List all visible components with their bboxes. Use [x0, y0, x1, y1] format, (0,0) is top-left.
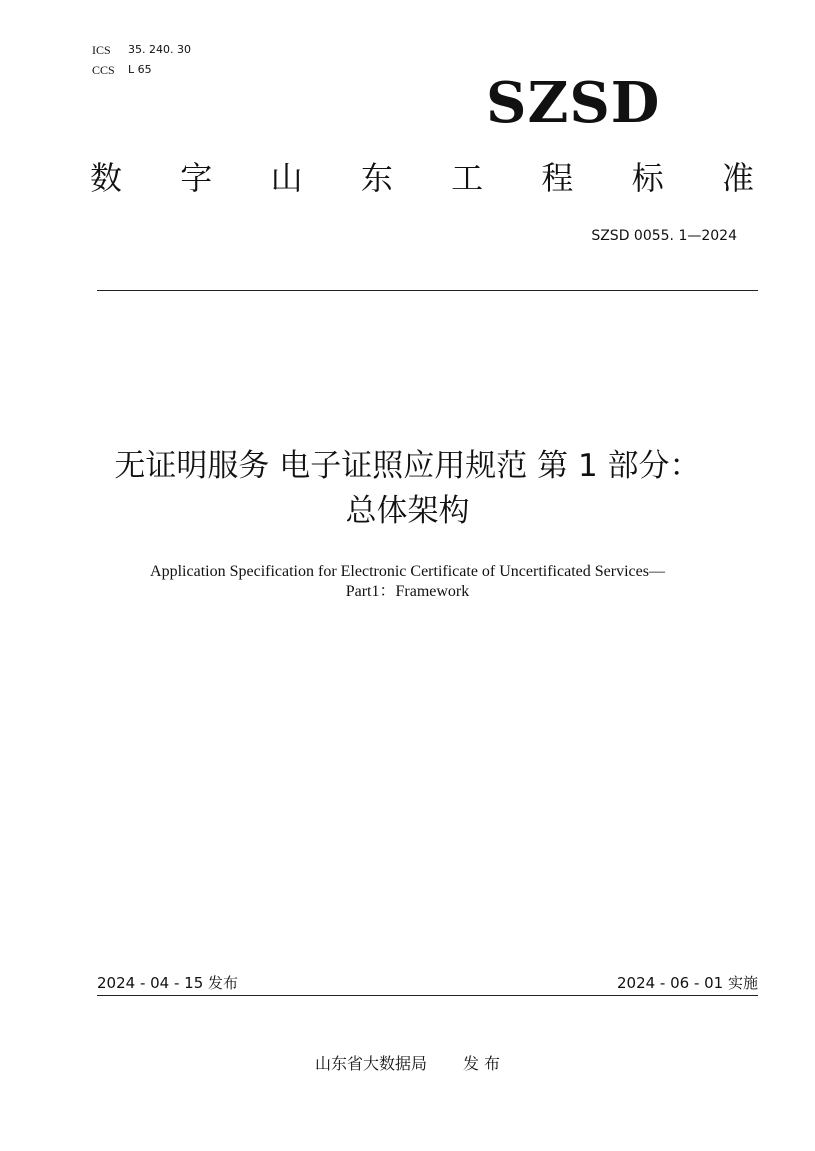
ccs-value: L 65: [128, 63, 152, 76]
document-title: [60, 444, 755, 534]
issuer-action: 发 布: [462, 1054, 501, 1073]
standard-type-char: 工: [451, 159, 484, 197]
publish-date: 2024 - 04 - 15 发布: [97, 974, 239, 992]
standard-type-char: 山: [270, 159, 303, 197]
standard-type-char: 标: [631, 159, 664, 197]
standard-number: SZSD 0055. 1—2024: [591, 228, 737, 244]
standard-type-char: 程: [541, 159, 574, 197]
title-line-2: 总体架构: [345, 493, 470, 529]
ccs-code-row: [92, 60, 191, 80]
standard-type-char: 准: [721, 159, 754, 197]
standard-type: [90, 156, 754, 200]
standard-type-char: 字: [180, 159, 213, 197]
standard-type-char: 东: [360, 159, 393, 197]
bottom-divider: [97, 995, 758, 996]
ics-value: 35. 240. 30: [128, 43, 191, 56]
standard-type-char: 数: [90, 159, 123, 197]
issuer: [0, 1053, 815, 1075]
implement-date: 2024 - 06 - 01 实施: [616, 974, 758, 992]
top-divider: [97, 290, 758, 291]
ics-label: ICS: [92, 43, 111, 57]
issuer-name: 山东省大数据局: [314, 1054, 427, 1073]
title-line-1: 无证明服务 电子证照应用规范 第 1 部分：: [114, 448, 701, 484]
english-title: [60, 562, 755, 602]
classification-codes: [92, 40, 191, 80]
english-title-line-1: Application Specification for Electronic Certificate of Uncertificated Services—: [150, 563, 665, 580]
ics-code-row: [92, 40, 191, 60]
ccs-label: CCS: [92, 63, 115, 77]
szsd-logo: SZSD: [486, 70, 661, 136]
english-title-line-2: Part1：Framework: [345, 583, 470, 600]
